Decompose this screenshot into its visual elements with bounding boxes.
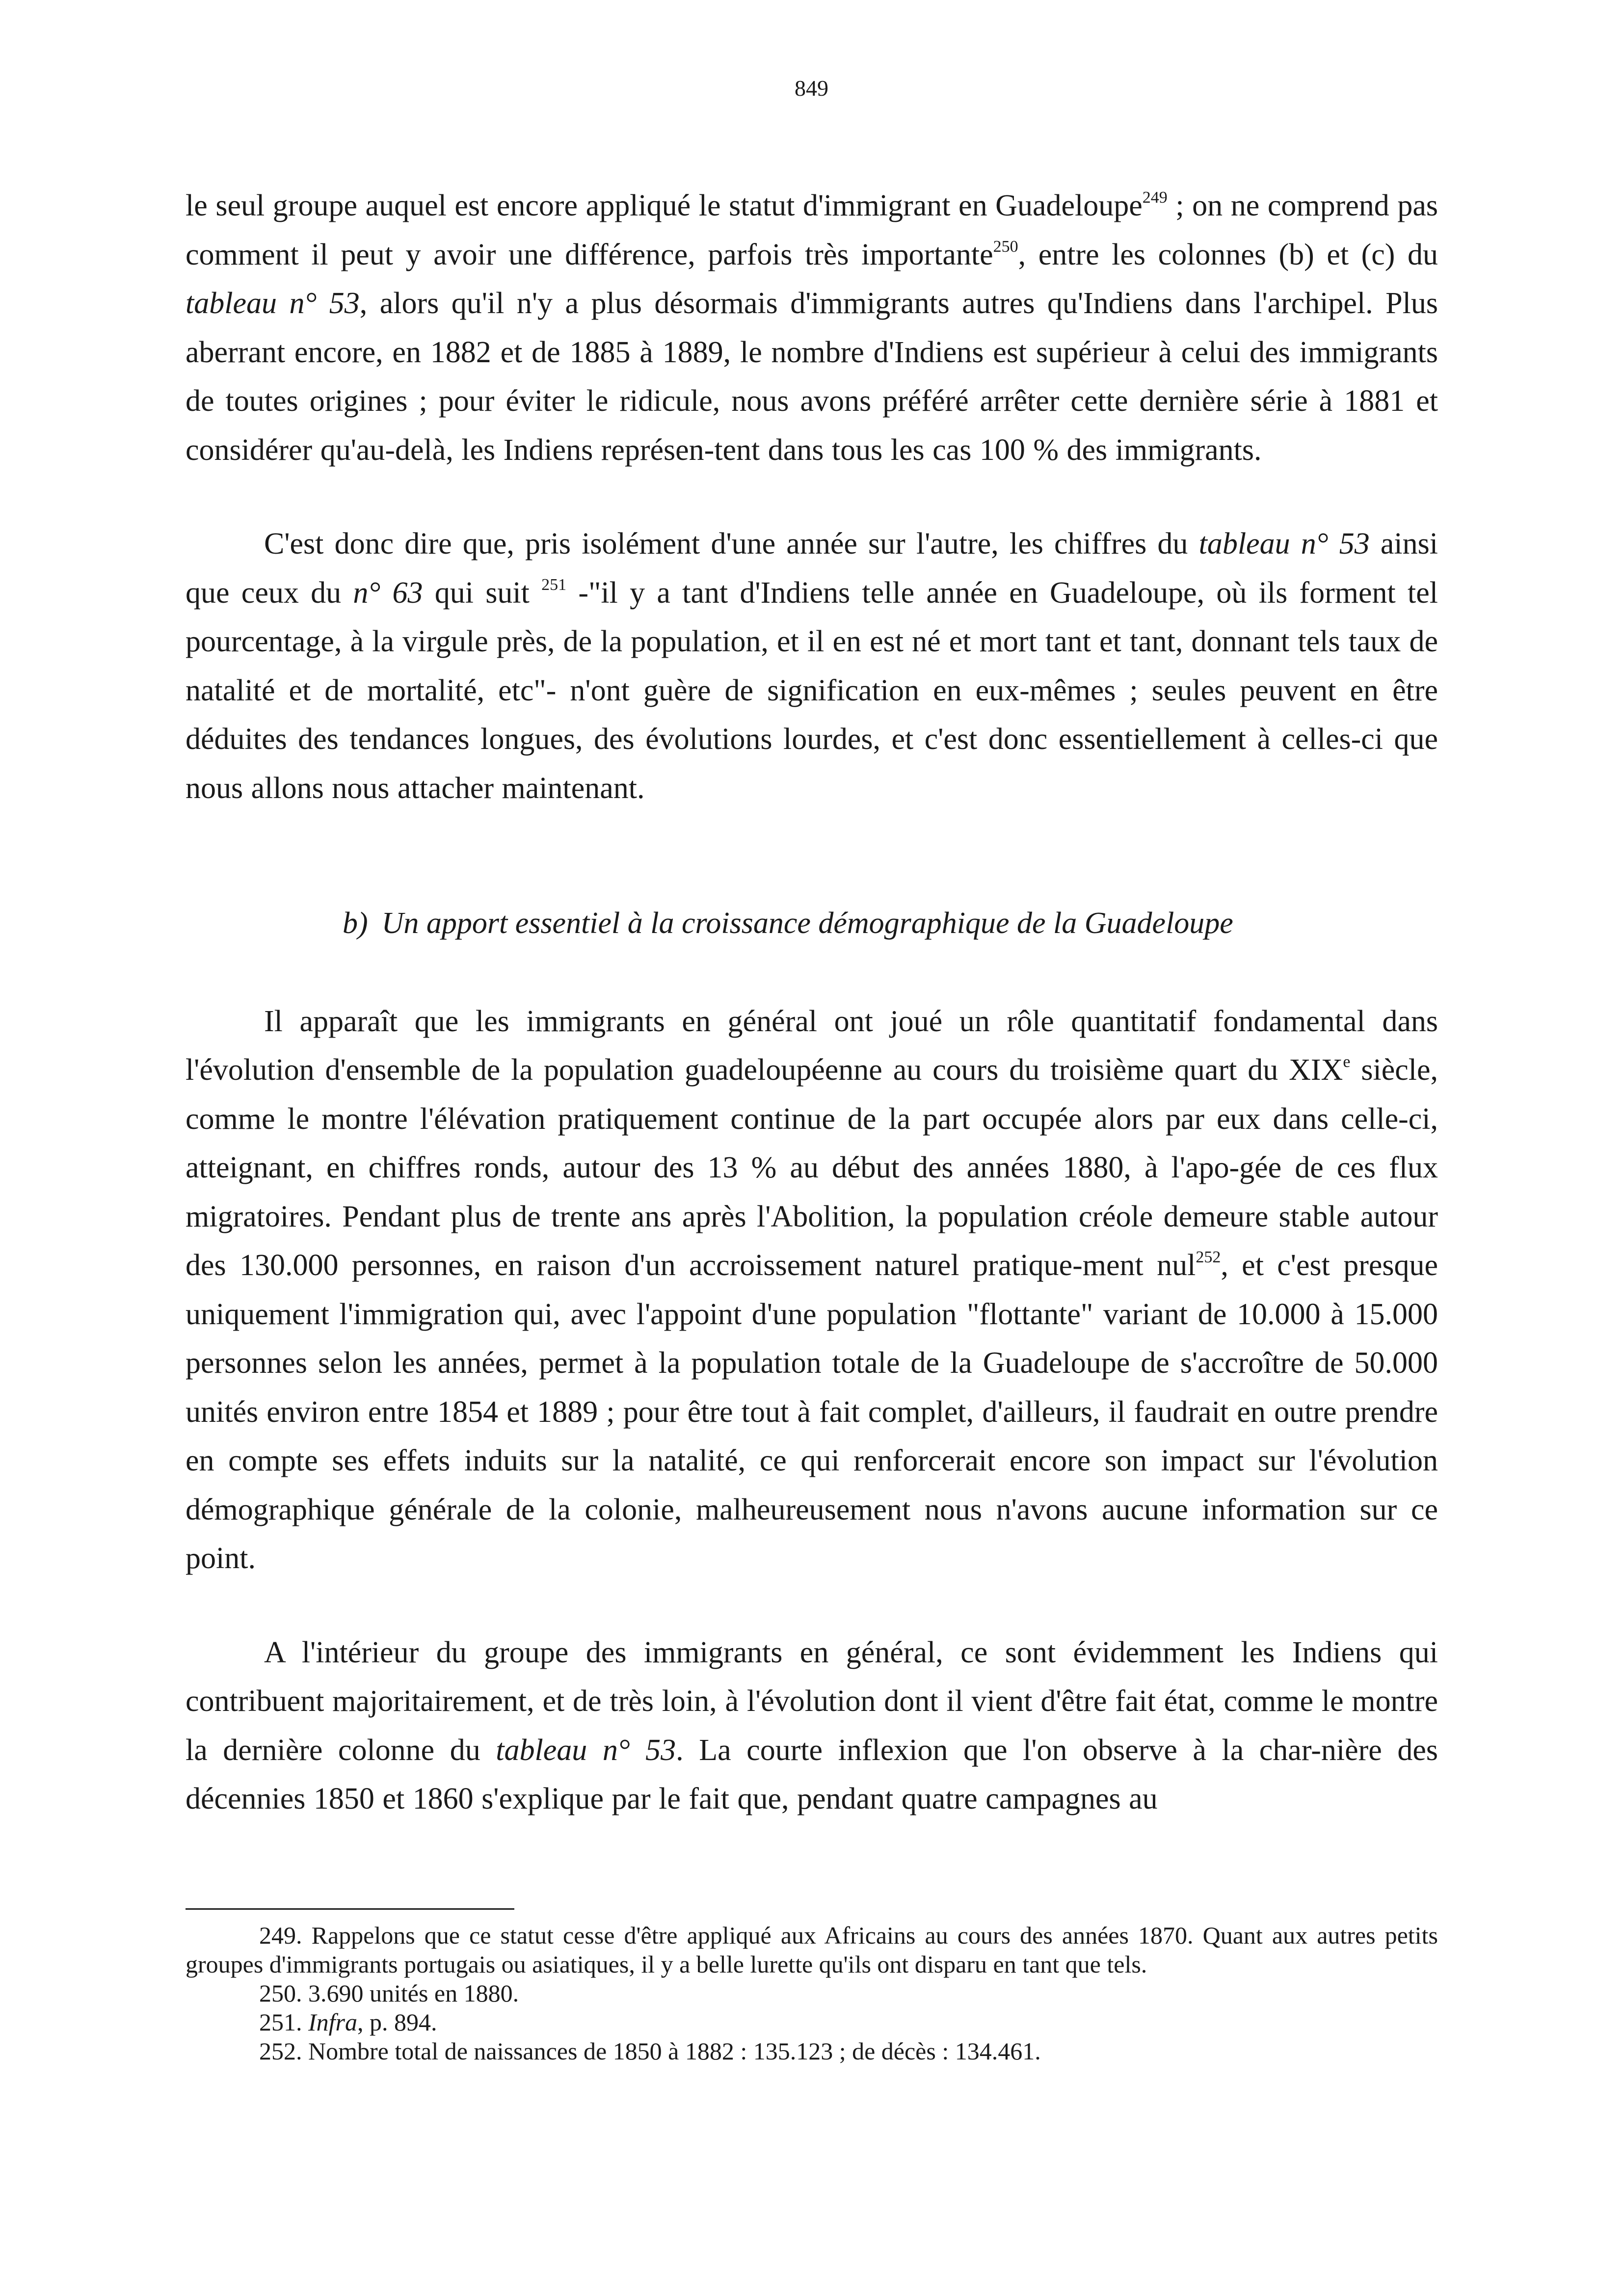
footnote-ref-249[interactable]: 249 xyxy=(1142,188,1168,207)
footnote-ref-252[interactable]: 252 xyxy=(1196,1248,1221,1266)
footnote-number: 250. xyxy=(259,1979,302,2007)
table-reference: tableau n° 53 xyxy=(1198,527,1370,561)
section-subheading xyxy=(343,899,1438,948)
footnote-252: 252. Nombre total de naissances de 1850 à 1882 : 135.123 ; de décès : 134.461. xyxy=(259,2037,1041,2065)
footnote-251: 251. Infra, p. 894. xyxy=(259,2008,437,2036)
footnote-ref-250[interactable]: 250 xyxy=(993,237,1018,256)
footnote-number: 251. xyxy=(259,2008,302,2036)
page-number: 849 xyxy=(795,76,828,101)
footnote-number: 252. xyxy=(259,2037,302,2065)
table-reference: tableau n° 53 xyxy=(496,1733,676,1767)
subheading-label: b) xyxy=(343,907,368,940)
superscript-e: e xyxy=(1343,1053,1351,1071)
table-reference: n° 63 xyxy=(353,576,423,610)
paragraph-3: Il apparaît que les immigrants en général ont joué un rôle quantitatif fondamental dans l'évolution d'ensemble de la population guadeloupéenne au cours du troisième quart du XIXe siècle, comme le montre l'élévation pratiquement continue de la part occupée alors par eux dans celle-ci, atteignant, en chiffres ronds, autour des 13 % au début des années 1880, à l'apo-gée de ces flux migratoires. Pendant plus de trente ans après l'Abolition, la population créole demeure stable autour des 130.000 personnes, en raison d'un accroissement naturel pratique-ment nul$^{252}$, et c'est presque uniquement l'immigration qui, avec l'appoint d'une population "flottante" variant de 10.000 à 15.000 personnes selon les années, permet à la population totale de la Guadeloupe de s'accroître de 50.000 unités environ entre 1854 et 1889 ; pour être tout à fait complet, d'ailleurs, il faudrait en outre prendre en compte ses effets induits sur la natalité, ce qui renforcerait encore son impact sur l'évolution démographique générale de la colonie, malheureusement nous n'avons aucune information sur ce point. xyxy=(186,1004,1438,1575)
footnote-number: 249. xyxy=(259,1922,302,1949)
footnote-249: 249. Rappelons que ce statut cesse d'être appliqué aux Africains au cours des années 1870. Quant aux autres petits groupes d'immigrants portugais ou asiatiques, il y a belle lurette qu'ils ont disparu en tant que tels. xyxy=(186,1922,1438,1978)
paragraph-4: A l'intérieur du groupe des immigrants en général, ce sont évidemment les Indiens qui contribuent majoritairement, et de très loin, à l'évolution dont il vient d'être fait état, comme le montre la dernière colonne du tableau n° 53. La courte inflexion que l'on observe à la char-nière des décennies 1850 et 1860 s'explique par le fait que, pendant quatre campagnes au xyxy=(186,1635,1438,1815)
main-text xyxy=(186,182,1438,1824)
footnotes xyxy=(186,1921,1438,2066)
footnote-ref-251[interactable]: 251 xyxy=(541,575,567,594)
footnote-emphasis: Infra xyxy=(308,2008,357,2036)
footnote-250: 250. 3.690 unités en 1880. xyxy=(259,1979,519,2007)
paragraph-2: C'est donc dire que, pris isolément d'une année sur l'autre, les chiffres du tableau n° 53 ainsi que ceux du n° 63 qui suit $^{251}$ -"il y a tant d'Indiens telle année en Guadeloupe, où ils forment tel pourcentage, à la virgule près, de la population, et il en est né et mort tant et tant, donnant tels taux de natalité et de mortalité, etc"- n'ont guère de signification en eux-mêmes ; seules peuvent en être déduites des tendances longues, des évolutions lourdes, et c'est donc essentiellement à celles-ci que nous allons nous attacher maintenant. xyxy=(186,527,1438,805)
subheading-text: Un apport essentiel à la croissance démographique de la Guadeloupe xyxy=(381,907,1233,940)
footnote-divider xyxy=(186,1908,514,1910)
table-reference: tableau n° 53 xyxy=(186,287,360,320)
paragraph-1: le seul groupe auquel est encore appliqué le statut d'immigrant en Guadeloupe$^{249}$ ; on ne comprend pas comment il peut y avoir une différence, parfois très importante$^{250}$, entre les colonnes (b) et (c) du tableau n° 53, alors qu'il n'y a plus désormais d'immigrants autres qu'Indiens dans l'archipel. Plus aberrant encore, en 1882 et de 1885 à 1889, le nombre d'Indiens est supérieur à celui des immigrants de toutes origines ; pour éviter le ridicule, nous avons préféré arrêter cette dernière série à 1881 et considérer qu'au-delà, les Indiens représen-tent dans tous les cas 100 % des immigrants. xyxy=(186,188,1438,467)
